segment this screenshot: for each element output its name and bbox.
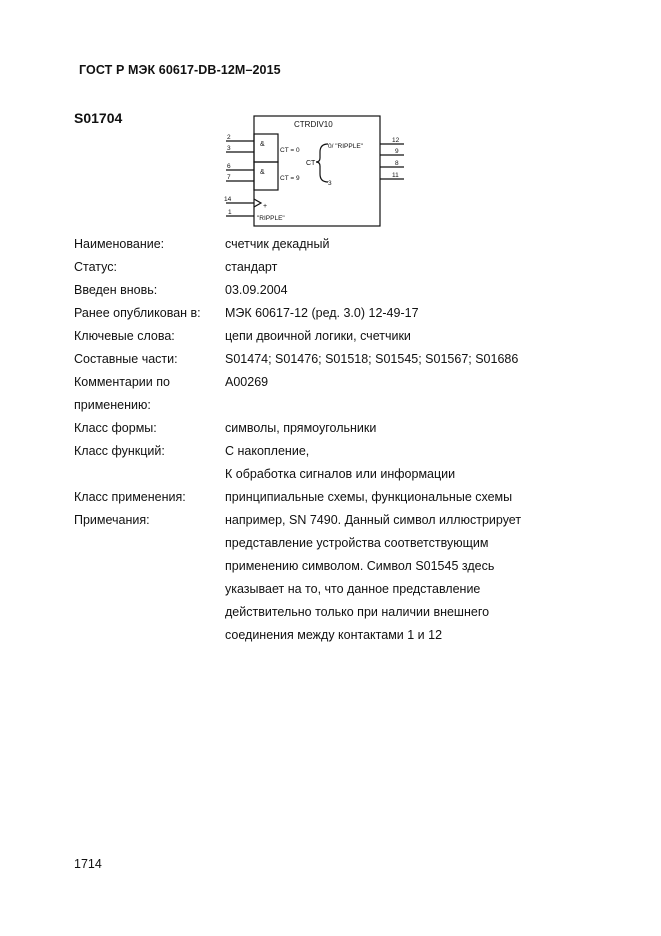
property-label: Статус:	[74, 260, 117, 274]
property-value-line: действительно только при наличии внешнего	[225, 605, 490, 619]
counter-outline	[254, 116, 380, 226]
pin-label: 2	[227, 134, 231, 141]
and-gate-box-1	[254, 134, 278, 162]
property-label: Класс функций:	[74, 444, 165, 458]
page-number: 1714	[74, 857, 102, 871]
property-value-line: применению символом. Символ S01545 здесь	[225, 559, 495, 573]
property-label: Класс формы:	[74, 421, 157, 435]
plus-label: +	[263, 203, 268, 210]
property-row	[74, 279, 634, 302]
property-row	[74, 348, 634, 371]
property-value-line: указывает на то, что данное представление	[225, 582, 481, 596]
pin-label: 12	[392, 137, 400, 144]
property-row	[74, 417, 634, 440]
pin-label: 14	[224, 196, 232, 203]
property-row	[74, 440, 634, 486]
property-value	[225, 348, 634, 371]
counter-symbol-diagram	[224, 112, 406, 230]
pin-label: 8	[395, 160, 399, 167]
property-label: Введен вновь:	[74, 283, 158, 297]
pin-label: 1	[228, 209, 232, 216]
pin-label: 9	[395, 148, 399, 155]
gate-label-2: &	[260, 169, 265, 176]
property-value-line: цепи двоичной логики, счетчики	[225, 329, 411, 343]
property-value-line: соединения между контактами 1 и 12	[225, 628, 443, 642]
and-gate-box-2	[254, 162, 278, 190]
property-value	[225, 256, 634, 279]
property-value	[225, 440, 634, 486]
property-row	[74, 256, 634, 279]
property-value-line: представление устройства соответствующим	[225, 536, 489, 550]
gate-label-1: &	[260, 141, 265, 148]
property-value-line: стандарт	[225, 260, 278, 274]
property-value-line: С накопление,	[225, 444, 310, 458]
property-row	[74, 486, 634, 509]
property-label: Составные части:	[74, 352, 178, 366]
document-header: ГОСТ Р МЭК 60617-DB-12M–2015	[79, 63, 281, 77]
property-label: Класс применения:	[74, 490, 186, 504]
property-label: Комментарии по применению:	[74, 375, 170, 412]
property-value	[225, 371, 634, 417]
pin-label: 11	[392, 172, 399, 179]
symbol-code: S01704	[74, 110, 123, 126]
property-row	[74, 302, 634, 325]
property-value-line: S01474; S01476; S01518; S01545; S01567; S01686	[225, 352, 519, 366]
property-value-line: К обработка сигналов или информации	[225, 467, 456, 481]
output3-label: 3	[328, 180, 332, 187]
ct0-label: CT = 0	[280, 147, 300, 154]
property-row	[74, 325, 634, 348]
property-value	[225, 233, 634, 256]
property-row	[74, 509, 634, 647]
property-value-line: например, SN 7490. Данный символ иллюстрирует	[225, 513, 522, 527]
diagram-title: CTRDIV10	[294, 120, 333, 129]
property-row	[74, 371, 634, 417]
pin-label: 7	[227, 174, 231, 181]
properties-list	[74, 233, 634, 647]
property-value	[225, 302, 634, 325]
property-value-line: 03.09.2004	[225, 283, 288, 297]
pin-label: 6	[227, 163, 231, 170]
property-value-line: A00269	[225, 375, 269, 389]
property-value-line: МЭК 60617-12 (ред. 3.0) 12-49-17	[225, 306, 419, 320]
output0-label: 0/ "RIPPLE"	[328, 143, 363, 150]
property-value	[225, 279, 634, 302]
property-label: Ключевые слова:	[74, 329, 175, 343]
property-value	[225, 325, 634, 348]
property-value	[225, 486, 634, 509]
property-value	[225, 417, 634, 440]
property-value-line: символы, прямоугольники	[225, 421, 377, 435]
ripple-input-label: "RIPPLE"	[257, 215, 285, 222]
property-label: Ранее опубликован в:	[74, 306, 201, 320]
property-row	[74, 233, 634, 256]
property-value-line: счетчик декадный	[225, 237, 330, 251]
property-value-line: принципиальные схемы, функциональные схемы	[225, 490, 513, 504]
pin-label: 3	[227, 145, 231, 152]
property-value	[225, 509, 634, 647]
property-label: Примечания:	[74, 513, 150, 527]
property-label: Наименование:	[74, 237, 165, 251]
ct9-label: CT = 9	[280, 175, 300, 182]
ct-label: CT	[306, 160, 316, 167]
